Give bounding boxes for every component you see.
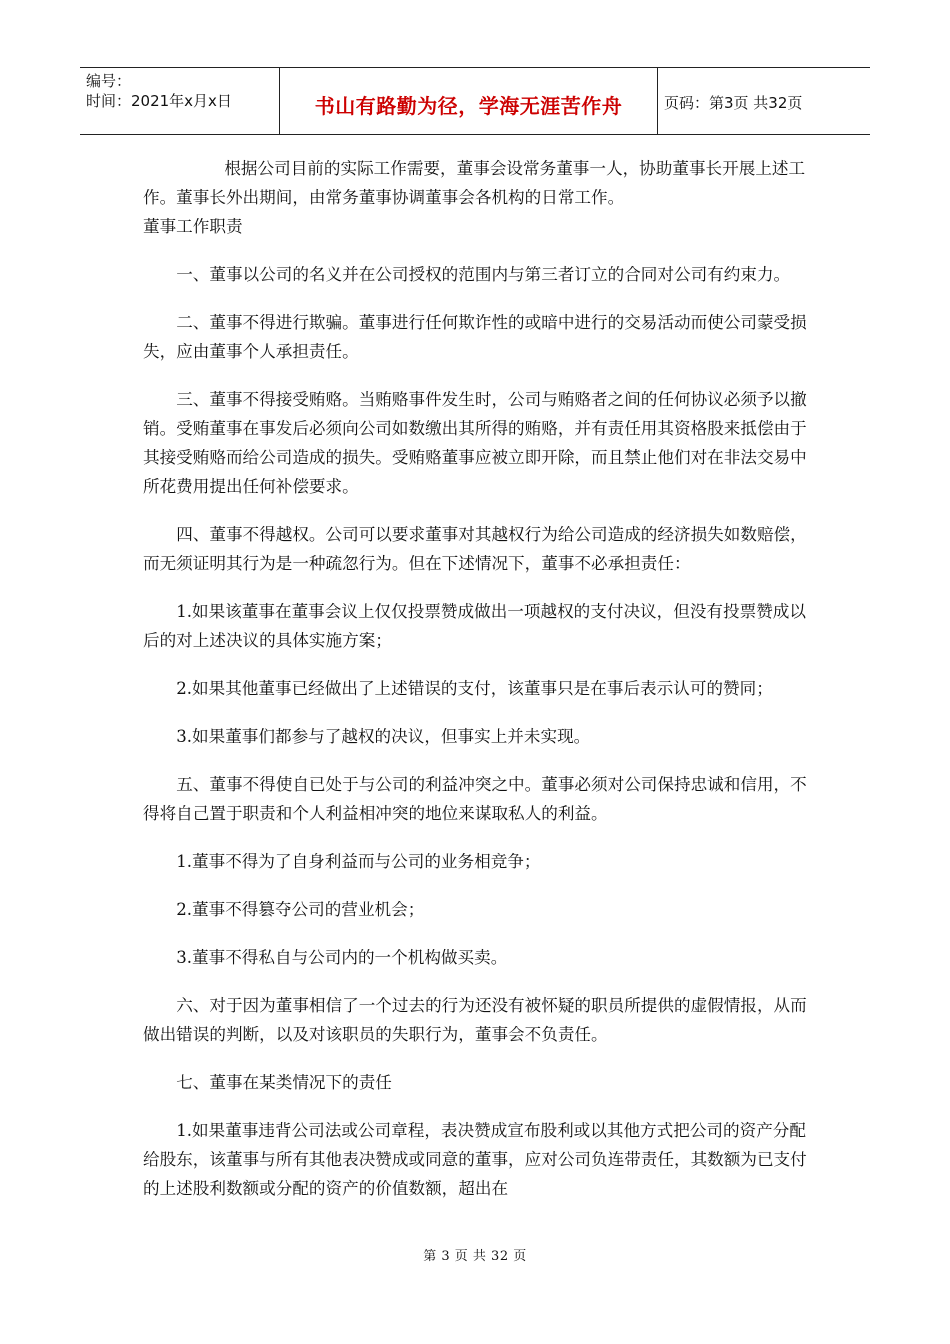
paragraph: 六、对于因为董事相信了一个过去的行为还没有被怀疑的职员所提供的虚假情报，从而做出错误的判断，以及对该职员的失职行为，董事会不负责任。 <box>143 996 807 1044</box>
motto: 书山有路勤为径，学海无涯苦作舟 <box>314 93 623 118</box>
paragraph: 四、董事不得越权。公司可以要求董事对其越权行为给公司造成的经济损失如数赔偿，而无须证明其行为是一种疏忽行为。但在下述情况下，董事不必承担责任： <box>143 525 807 573</box>
list-item: 1.董事不得为了自身利益而与公司的业务相竞争； <box>176 852 541 871</box>
paragraph: 一、董事以公司的名义并在公司授权的范围内与第三者订立的合同对公司有约束力。 <box>176 265 791 284</box>
section-heading: 董事工作职责 <box>143 217 243 236</box>
list-item: 1.如果该董事在董事会议上仅仅投票赞成做出一项越权的支付决议，但没有投票赞成以后的对上述决议的具体实施方案； <box>143 602 806 650</box>
list-item: 2.董事不得篡夺公司的营业机会； <box>176 900 425 919</box>
list-item: 3.董事不得私自与公司内的一个机构做买卖。 <box>176 948 508 967</box>
header-meta <box>80 68 280 134</box>
document-body <box>143 154 807 1203</box>
list-item: 3.如果董事们都参与了越权的决议，但事实上并未实现。 <box>176 727 591 746</box>
list-item: 2.如果其他董事已经做出了上述错误的支付，该董事只是在事后表示认可的赞同； <box>176 679 773 698</box>
list-item: 1.如果董事违背公司法或公司章程，表决赞成宣布股利或以其他方式把公司的资产分配给股东，该董事与所有其他表决赞成或同意的董事，应对公司负连带责任，其数额为已支付的上述股利数额或分配的资产的价值数额，超出在 <box>143 1121 807 1198</box>
document-header <box>80 67 870 135</box>
paragraph: 三、董事不得接受贿赂。当贿赂事件发生时，公司与贿赂者之间的任何协议必须予以撤销。受贿董事在事发后必须向公司如数缴出其所得的贿赂，并有责任用其资格股来抵偿由于其接受贿赂而给公司造成的损失。受贿赂董事应被立即开除，而且禁止他们对在非法交易中所花费用提出任何补偿要求。 <box>143 390 807 496</box>
document-date: 时间：2021年x月x日 <box>86 92 232 110</box>
paragraph: 五、董事不得使自已处于与公司的利益冲突之中。董事必须对公司保持忠诚和信用，不得将自己置于职责和个人利益相冲突的地位来谋取私人的利益。 <box>143 775 807 823</box>
paragraph: 七、董事在某类情况下的责任 <box>176 1073 392 1092</box>
header-page-info: 页码：第3页 共32页 <box>664 93 803 112</box>
header-motto-cell <box>280 68 658 134</box>
paragraph: 二、董事不得进行欺骗。董事进行任何欺诈性的或暗中进行的交易活动而使公司蒙受损失，应由董事个人承担责任。 <box>143 313 807 361</box>
document-number: 编号： <box>86 72 132 90</box>
page-footer: 第 3 页 共 32 页 <box>423 1249 527 1264</box>
paragraph: 根据公司目前的实际工作需要，董事会设常务董事一人，协助董事长开展上述工作。董事长外出期间，由常务董事协调董事会各机构的日常工作。 <box>143 159 806 207</box>
